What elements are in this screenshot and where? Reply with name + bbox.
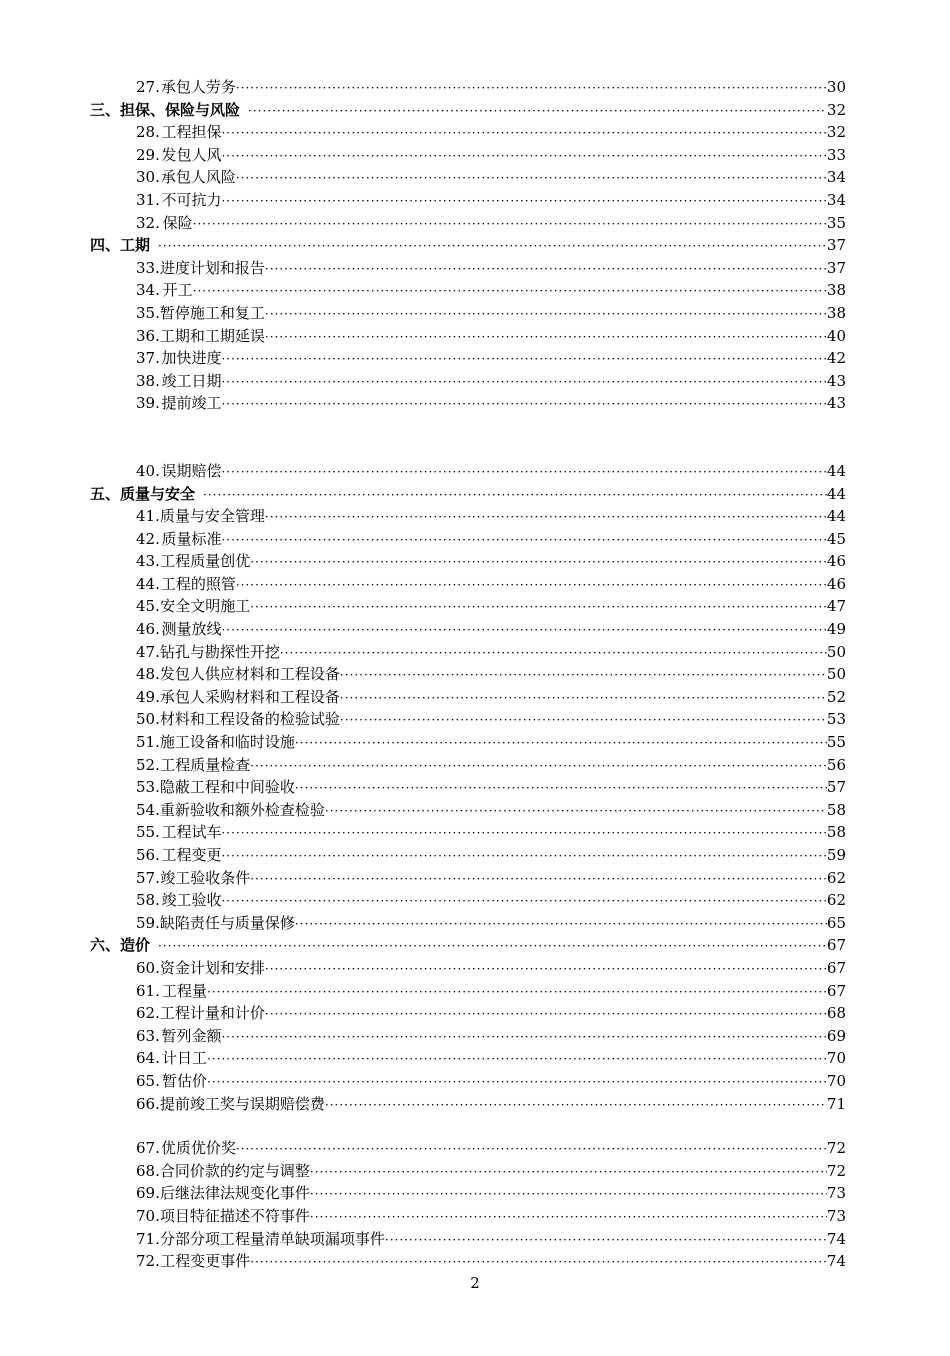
toc-entry[interactable] (90, 754, 846, 777)
toc-entry-title: 重新验收和额外检查检验 (159, 800, 325, 819)
toc-entry[interactable] (90, 1205, 846, 1228)
dot-leader (340, 664, 827, 687)
toc-entry-title: 工程计量和计价 (159, 1004, 265, 1023)
toc-page-number: 38 (826, 281, 846, 300)
toc-page-number: 43 (826, 394, 846, 413)
toc-entry[interactable] (90, 1047, 846, 1070)
toc-entry-number: 60. (136, 958, 160, 977)
toc-entry-number: 30. (136, 168, 160, 187)
dot-leader (265, 1003, 827, 1026)
toc-entry-number: 58. (136, 891, 160, 910)
toc-entry-number: 28. (136, 123, 160, 142)
dot-leader (265, 303, 827, 326)
toc-entry-number: 49. (136, 687, 160, 706)
dot-leader (236, 167, 827, 190)
toc-page-number: 67 (826, 958, 846, 977)
toc-entry-number: 40. (136, 461, 160, 480)
toc-page-number: 74 (826, 1252, 846, 1271)
toc-entry[interactable] (90, 347, 846, 370)
toc-entry[interactable] (90, 550, 846, 573)
toc-entry[interactable] (90, 1250, 846, 1273)
dot-leader (158, 935, 827, 958)
toc-entry-title: 竣工验收 (161, 891, 222, 910)
toc-entry-title: 六、造价 (90, 936, 151, 955)
toc-entry[interactable] (90, 279, 846, 302)
dot-leader (193, 280, 827, 303)
toc-page-number: 47 (826, 597, 846, 616)
toc-entry-number: 33. (136, 258, 160, 277)
toc-entry[interactable] (90, 505, 846, 528)
toc-page-number: 46 (826, 552, 846, 571)
dot-leader (265, 326, 827, 349)
dot-leader (221, 371, 826, 394)
toc-section-heading[interactable] (90, 234, 846, 257)
toc-entry[interactable] (90, 1070, 846, 1093)
toc-page-number: 67 (826, 981, 846, 1000)
toc-entry[interactable] (90, 1093, 846, 1116)
toc-entry-title: 工程量 (162, 981, 208, 1000)
dot-leader (310, 1206, 827, 1229)
dot-leader (221, 122, 826, 145)
toc-page-number: 69 (826, 1026, 846, 1045)
dot-leader (221, 619, 826, 642)
dot-leader (221, 822, 826, 845)
toc-entry-title: 计日工 (162, 1049, 208, 1068)
toc-page-number: 34 (826, 168, 846, 187)
toc-entry-title: 质量标准 (161, 529, 222, 548)
toc-page-number: 37 (826, 258, 846, 277)
toc-page-number: 49 (826, 620, 846, 639)
toc-entry-title: 四、工期 (90, 236, 151, 255)
toc-entry-title: 进度计划和报告 (159, 258, 265, 277)
toc-entry[interactable] (90, 663, 846, 686)
toc-entry-number: 39. (136, 394, 160, 413)
toc-entry[interactable] (90, 889, 846, 912)
toc-entry[interactable] (90, 1025, 846, 1048)
dot-leader (340, 709, 827, 732)
toc-page-number: 68 (826, 1004, 846, 1023)
toc-page-number: 70 (826, 1071, 846, 1090)
toc-entry[interactable] (90, 799, 846, 822)
dot-leader (385, 1229, 827, 1252)
toc-page-number: 57 (826, 778, 846, 797)
dot-leader (250, 1251, 827, 1274)
toc-entry-number: 47. (136, 642, 160, 661)
dot-leader (295, 913, 827, 936)
toc-entry[interactable] (90, 980, 846, 1003)
dot-leader (250, 596, 827, 619)
toc-entry-number: 29. (136, 145, 160, 164)
toc-entry[interactable] (90, 325, 846, 348)
toc-page-number: 32 (826, 100, 846, 119)
toc-page-number: 59 (826, 846, 846, 864)
toc-entry[interactable] (90, 302, 846, 325)
toc-entry-title: 暂停施工和复工 (159, 303, 265, 322)
toc-entry-number: 52. (136, 755, 160, 774)
toc-entry-number: 56. (136, 846, 160, 864)
toc-entry-number: 35. (136, 303, 160, 322)
toc-page-number: 67 (826, 936, 846, 955)
toc-entry-number: 36. (136, 326, 160, 345)
toc-entry[interactable] (90, 595, 846, 618)
toc-entry-title: 分部分项工程量清单缺项漏项事件 (159, 1229, 385, 1248)
dot-leader (221, 393, 826, 416)
toc-entry-number: 41. (136, 507, 160, 526)
toc-entry-title: 工程变更 (161, 846, 222, 864)
toc-entry-number: 34. (136, 281, 160, 300)
dot-leader (221, 190, 826, 213)
toc-entry-title: 隐蔽工程和中间验收 (159, 778, 295, 797)
dot-leader (236, 574, 827, 597)
toc-entry-title: 提前竣工 (161, 394, 222, 413)
dot-leader (221, 529, 826, 552)
toc-entry-number: 72. (136, 1252, 160, 1271)
toc-entry-title: 施工设备和临时设施 (159, 733, 295, 752)
dot-leader (340, 687, 827, 710)
toc-entry-title: 发包人供应材料和工程设备 (159, 665, 340, 684)
toc-entry[interactable] (90, 1002, 846, 1025)
toc-entry-number: 42. (136, 529, 160, 548)
toc-entry-title: 后继法律法规变化事件 (159, 1184, 310, 1203)
toc-entry[interactable] (90, 618, 846, 641)
toc-entry[interactable] (90, 573, 846, 596)
toc-entry-number: 46. (136, 620, 160, 639)
toc-entry[interactable] (90, 1228, 846, 1251)
toc-page-number: 50 (826, 642, 846, 661)
toc-entry-number: 45. (136, 597, 160, 616)
toc-entry-title: 承包人劳务 (160, 78, 236, 96)
toc-entry-number: 48. (136, 665, 160, 684)
dot-leader (207, 981, 827, 1004)
dot-leader (221, 1026, 826, 1049)
toc-entry[interactable] (90, 166, 846, 189)
toc-entry-title: 五、质量与安全 (90, 484, 196, 503)
dot-leader (221, 845, 826, 868)
toc-entry-number: 38. (136, 371, 160, 390)
toc-entry[interactable] (90, 144, 846, 167)
page-number: 2 (470, 1274, 480, 1292)
toc-entry-title: 缺陷责任与质量保修 (159, 913, 295, 932)
toc-entry-number: 55. (136, 823, 160, 842)
toc-entry-title: 工程质量检查 (160, 755, 251, 774)
dot-leader (265, 506, 827, 529)
toc-page-number: 62 (826, 868, 846, 887)
toc-entry-title: 承包人采购材料和工程设备 (159, 687, 340, 706)
toc-page-number: 74 (826, 1229, 846, 1248)
toc-page-number: 73 (826, 1206, 846, 1225)
toc-entry-title: 竣工验收条件 (160, 868, 251, 887)
toc-page-number: 32 (826, 123, 846, 142)
dot-leader (193, 213, 827, 236)
toc-entry-title: 竣工日期 (161, 371, 222, 390)
dot-leader (221, 348, 826, 371)
toc-entry[interactable] (90, 912, 846, 935)
toc-page-number: 30 (826, 78, 846, 96)
toc-page-number: 72 (826, 1161, 846, 1180)
toc-entry-title: 资金计划和安排 (159, 958, 265, 977)
toc-entry-number: 66. (136, 1094, 160, 1113)
dot-leader (207, 1071, 827, 1094)
toc-entry[interactable] (90, 1137, 846, 1160)
toc-entry-number: 68. (136, 1161, 160, 1180)
toc-entry[interactable] (90, 1182, 846, 1205)
dot-leader (265, 258, 827, 281)
toc-entry[interactable] (90, 686, 846, 709)
dot-leader (325, 1094, 827, 1117)
toc-entry-number: 64. (136, 1049, 160, 1068)
toc-entry-number: 63. (136, 1026, 160, 1045)
toc-entry-title: 合同价款的约定与调整 (159, 1161, 310, 1180)
toc-entry-title: 三、担保、保险与风险 (90, 100, 241, 119)
toc-entry-title: 优质优价奖 (160, 1139, 236, 1158)
toc-page-number: 45 (826, 529, 846, 548)
toc-entry-number: 50. (136, 710, 160, 729)
toc-entry-number: 44. (136, 574, 160, 593)
toc-entry-title: 测量放线 (161, 620, 222, 639)
toc-entry-number: 70. (136, 1206, 160, 1225)
dot-leader (310, 1161, 827, 1184)
toc-entry-number: 53. (136, 778, 160, 797)
toc-page-number: 62 (826, 891, 846, 910)
toc-entry-title: 安全文明施工 (160, 597, 251, 616)
toc-page-number: 46 (826, 574, 846, 593)
dot-leader (280, 642, 827, 665)
toc-entry-title: 材料和工程设备的检验试验 (159, 710, 340, 729)
dot-leader (158, 235, 827, 258)
dot-leader (265, 958, 827, 981)
toc-entry[interactable] (90, 731, 846, 754)
toc-entry[interactable] (90, 392, 846, 415)
table-of-contents (90, 76, 846, 1273)
dot-leader (236, 77, 827, 100)
toc-entry-number: 67. (136, 1139, 160, 1158)
toc-entry-title: 工程担保 (161, 123, 222, 142)
toc-entry[interactable] (90, 957, 846, 980)
toc-entry[interactable] (90, 1160, 846, 1183)
toc-entry-title: 承包人风险 (160, 168, 236, 187)
toc-page-number: 50 (826, 665, 846, 684)
toc-entry-number: 62. (136, 1004, 160, 1023)
toc-entry-number: 43. (136, 552, 160, 571)
toc-entry-title: 开工 (162, 281, 193, 300)
toc-entry[interactable] (90, 257, 846, 280)
toc-entry[interactable] (90, 189, 846, 212)
toc-entry-number: 51. (136, 733, 160, 752)
dot-leader (207, 1048, 827, 1071)
toc-entry-title: 工程的照管 (160, 574, 236, 593)
dot-leader (203, 484, 827, 507)
toc-entry[interactable] (90, 708, 846, 731)
toc-section-heading[interactable] (90, 483, 846, 506)
toc-page-number: 44 (826, 507, 846, 526)
toc-page-number: 38 (826, 303, 846, 322)
toc-entry[interactable] (90, 528, 846, 551)
toc-entry-number: 31. (136, 190, 160, 209)
toc-entry[interactable] (90, 776, 846, 799)
dot-leader (250, 551, 827, 574)
toc-entry[interactable] (90, 867, 846, 890)
dot-leader (310, 1183, 827, 1206)
toc-entry-title: 工期和工期延误 (159, 326, 265, 345)
toc-entry-number: 27. (136, 78, 160, 96)
toc-page-number: 44 (826, 484, 846, 503)
toc-page-number: 33 (826, 145, 846, 164)
toc-section-heading[interactable] (90, 99, 846, 122)
toc-page-number: 44 (826, 461, 846, 480)
toc-entry-number: 54. (136, 800, 160, 819)
dot-leader (325, 800, 827, 823)
dot-leader (250, 868, 827, 891)
toc-entry[interactable] (90, 641, 846, 664)
toc-entry[interactable] (90, 76, 846, 99)
toc-page-number: 55 (826, 733, 846, 752)
dot-leader (236, 1138, 827, 1161)
toc-entry-number: 61. (136, 981, 160, 1000)
toc-entry-title: 提前竣工奖与误期赔偿费 (159, 1094, 325, 1113)
toc-entry[interactable] (90, 844, 846, 867)
toc-page-number: 73 (826, 1184, 846, 1203)
toc-entry[interactable] (90, 370, 846, 393)
toc-page-number: 70 (826, 1049, 846, 1068)
toc-entry-number: 59. (136, 913, 160, 932)
toc-entry-title: 工程试车 (161, 823, 222, 842)
toc-page-number: 35 (826, 213, 846, 232)
toc-entry-title: 工程质量创优 (160, 552, 251, 571)
toc-entry-title: 误期赔偿 (161, 461, 222, 480)
toc-entry-title: 不可抗力 (161, 190, 222, 209)
dot-leader (221, 145, 826, 168)
dot-leader (221, 890, 826, 913)
toc-page-number: 58 (826, 823, 846, 842)
dot-leader (221, 461, 826, 484)
toc-entry-number: 32. (136, 213, 160, 232)
dot-leader (295, 732, 827, 755)
toc-entry[interactable] (90, 121, 846, 144)
toc-entry-title: 加快进度 (161, 349, 222, 368)
toc-entry-title: 工程变更事件 (160, 1252, 251, 1271)
toc-entry-title: 项目特征描述不符事件 (159, 1206, 310, 1225)
toc-entry-number: 71. (136, 1229, 160, 1248)
toc-page-number: 52 (826, 687, 846, 706)
toc-page-number: 34 (826, 190, 846, 209)
toc-entry-title: 钻孔与勘探性开挖 (159, 642, 280, 661)
toc-entry[interactable] (90, 212, 846, 235)
toc-entry-number: 37. (136, 349, 160, 368)
dot-leader (250, 755, 827, 778)
toc-entry-title: 发包人风 (161, 145, 222, 164)
toc-page-number: 58 (826, 800, 846, 819)
dot-leader (248, 100, 827, 123)
toc-entry-title: 暂估价 (162, 1071, 208, 1090)
toc-entry[interactable] (90, 821, 846, 844)
toc-section-heading[interactable] (90, 934, 846, 957)
toc-page-number: 43 (826, 371, 846, 390)
toc-page-number: 71 (826, 1094, 846, 1113)
toc-entry[interactable] (90, 460, 846, 483)
toc-page-number: 72 (826, 1139, 846, 1158)
toc-page-number: 37 (826, 236, 846, 255)
toc-entry-title: 保险 (162, 213, 193, 232)
dot-leader (295, 777, 827, 800)
toc-entry-title: 质量与安全管理 (159, 507, 265, 526)
toc-page-number: 56 (826, 755, 846, 774)
toc-page-number: 40 (826, 326, 846, 345)
toc-entry-number: 65. (136, 1071, 160, 1090)
toc-page-number: 65 (826, 913, 846, 932)
toc-entry-title: 暂列金额 (161, 1026, 222, 1045)
toc-page-number: 53 (826, 710, 846, 729)
toc-entry-number: 69. (136, 1184, 160, 1203)
toc-entry-number: 57. (136, 868, 160, 887)
toc-page-number: 42 (826, 349, 846, 368)
